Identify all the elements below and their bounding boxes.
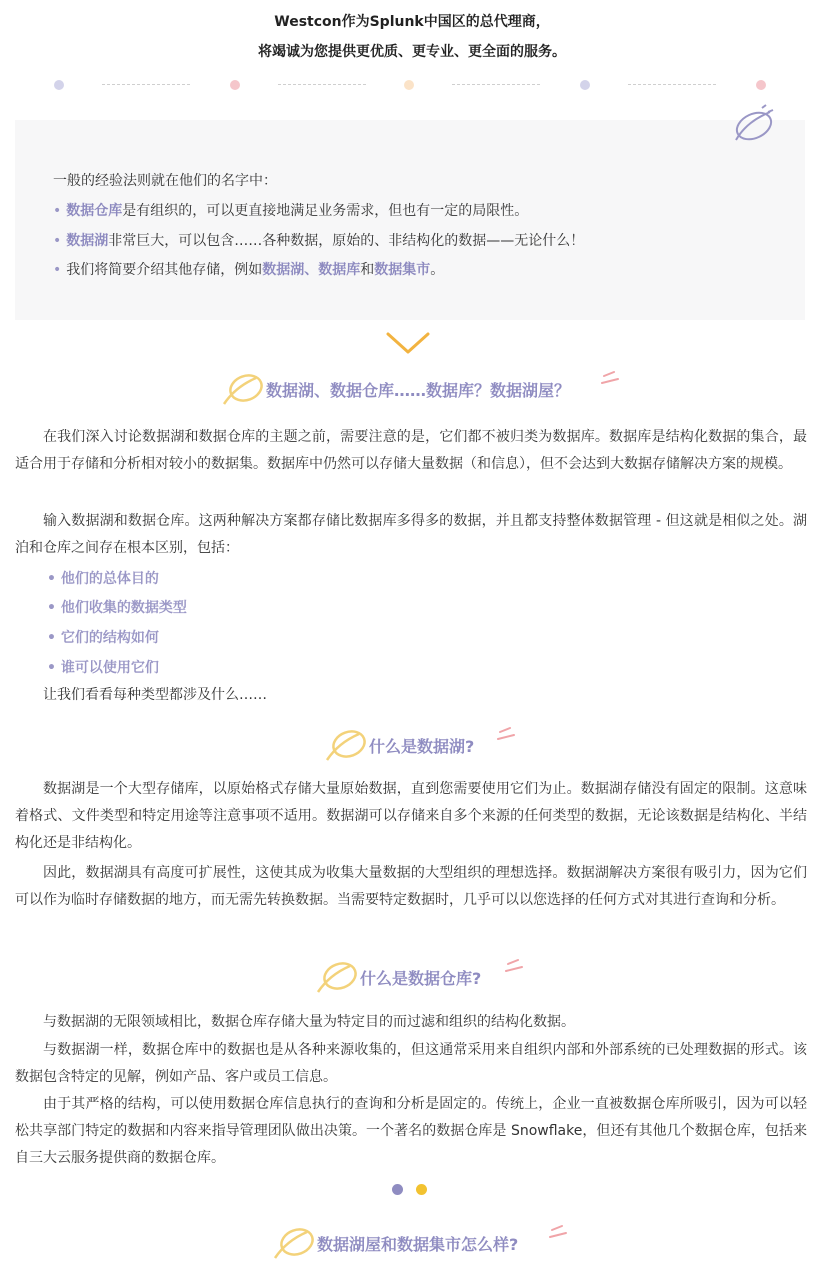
divider-dash (278, 84, 366, 85)
section-title: 数据湖、数据仓库……数据库？数据湖屋？ (266, 381, 571, 400)
paragraph: 与数据湖一样，数据仓库中的数据也是从各种来源收集的，但这通常采用来自组织内部和外部系统的已处理数据的形式。该数据包含特定的见解，例如产品、客户或员工信息。 (15, 1042, 807, 1085)
divider-dot (54, 80, 64, 90)
section-heading-3 (0, 958, 824, 998)
divider-dot (580, 80, 590, 90)
paragraph: 在我们深入讨论数据湖和数据仓库的主题之前，需要注意的是，它们都不被归类为数据库。数据库是结构化数据的集合，最适合用于存储和分析相对较小的数据集。数据库中仍然可以存储大量数据（和信息），但不会达到大数据存储解决方案的规模。 (15, 429, 807, 472)
chevron-down-icon (385, 331, 431, 355)
summary-box (15, 120, 805, 320)
page-dot (416, 1184, 427, 1195)
section-heading-4 (0, 1224, 824, 1264)
intro-line-2: 将竭诚为您提供更优质、更专业、更全面的服务。 (258, 44, 566, 60)
paragraph: 输入数据湖和数据仓库。这两种解决方案都存储比数据库多得多的数据，并且都支持整体数据管理 - 但这就是相似之处。湖泊和仓库之间存在根本区别，包括： (15, 513, 807, 556)
divider-dash (452, 84, 540, 85)
divider-dash (628, 84, 716, 85)
term-data-mart: 数据集市 (374, 262, 431, 278)
term-data-lake: 数据湖 (66, 233, 109, 249)
dash-accent-icon (496, 726, 518, 742)
list-item: • 它们的结构如何 (47, 630, 159, 646)
term-data-warehouse: 数据仓库 (66, 203, 123, 219)
page-dots (392, 1184, 432, 1196)
swirl-icon (316, 960, 360, 994)
intro-line-1: Westcon作为Splunk中国区的总代理商， (274, 14, 550, 30)
divider-dot (230, 80, 240, 90)
summary-intro: 一般的经验法则就在他们的名字中： (53, 173, 277, 189)
section-title: 什么是数据湖? (369, 737, 475, 756)
summary-bullet-1: • 数据仓库是有组织的，可以更直接地满足业务需求，但也有一定的局限性。 (53, 203, 529, 219)
divider-dash (102, 84, 190, 85)
summary-bullet-3: • 我们将简要介绍其他存储，例如数据湖、数据库和数据集市。 (53, 262, 445, 278)
dash-accent-icon (504, 958, 526, 974)
list-item: • 他们的总体目的 (47, 571, 159, 587)
section-heading-1 (0, 370, 824, 410)
paragraph: 与数据湖的无限领域相比，数据仓库存储大量为特定目的而过滤和组织的结构化数据。 (43, 1014, 575, 1030)
section-title: 什么是数据仓库? (360, 969, 482, 988)
section-heading-2 (0, 726, 824, 766)
divider-dot (404, 80, 414, 90)
swirl-decoration-icon (730, 104, 778, 144)
term-lake-db: 数据湖、数据库 (262, 262, 361, 278)
swirl-icon (273, 1226, 317, 1260)
divider-dot (756, 80, 766, 90)
list-item: • 谁可以使用它们 (47, 660, 159, 676)
paragraph: 由于其严格的结构，可以使用数据仓库信息执行的查询和分析是固定的。传统上，企业一直被数据仓库所吸引，因为可以轻松共享部门特定的数据和内容来指导管理团队做出决策。一个著名的数据仓库是 Snowflake，但还有其他几个数据仓库，包括来自三大云服务提供商的数据仓库。 (15, 1096, 807, 1166)
swirl-icon (222, 372, 266, 406)
paragraph: 因此，数据湖具有高度可扩展性，这使其成为收集大量数据的大型组织的理想选择。数据湖解决方案很有吸引力，因为它们可以作为临时存储数据的地方，而无需先转换数据。当需要特定数据时，几乎可以以您选择的任何方式对其进行查询和分析。 (15, 865, 807, 908)
section-title: 数据湖屋和数据集市怎么样? (317, 1235, 519, 1254)
swirl-icon (325, 728, 369, 762)
list-item: • 他们收集的数据类型 (47, 600, 187, 616)
paragraph: 数据湖是一个大型存储库，以原始格式存储大量原始数据，直到您需要使用它们为止。数据湖存储没有固定的限制。这意味着格式、文件类型和特定用途等注意事项不适用。数据湖可以存储来自多个来源的任何类型的数据，无论该数据是结构化、半结构化还是非结构化。 (15, 781, 807, 851)
dash-accent-icon (548, 1224, 570, 1240)
decorative-divider (0, 78, 824, 92)
page-dot (392, 1184, 403, 1195)
paragraph: 让我们看看每种类型都涉及什么…… (43, 687, 267, 703)
summary-bullet-2: • 数据湖非常巨大，可以包含……各种数据，原始的、非结构化的数据——无论什么！ (53, 233, 585, 249)
dash-accent-icon (600, 370, 622, 386)
